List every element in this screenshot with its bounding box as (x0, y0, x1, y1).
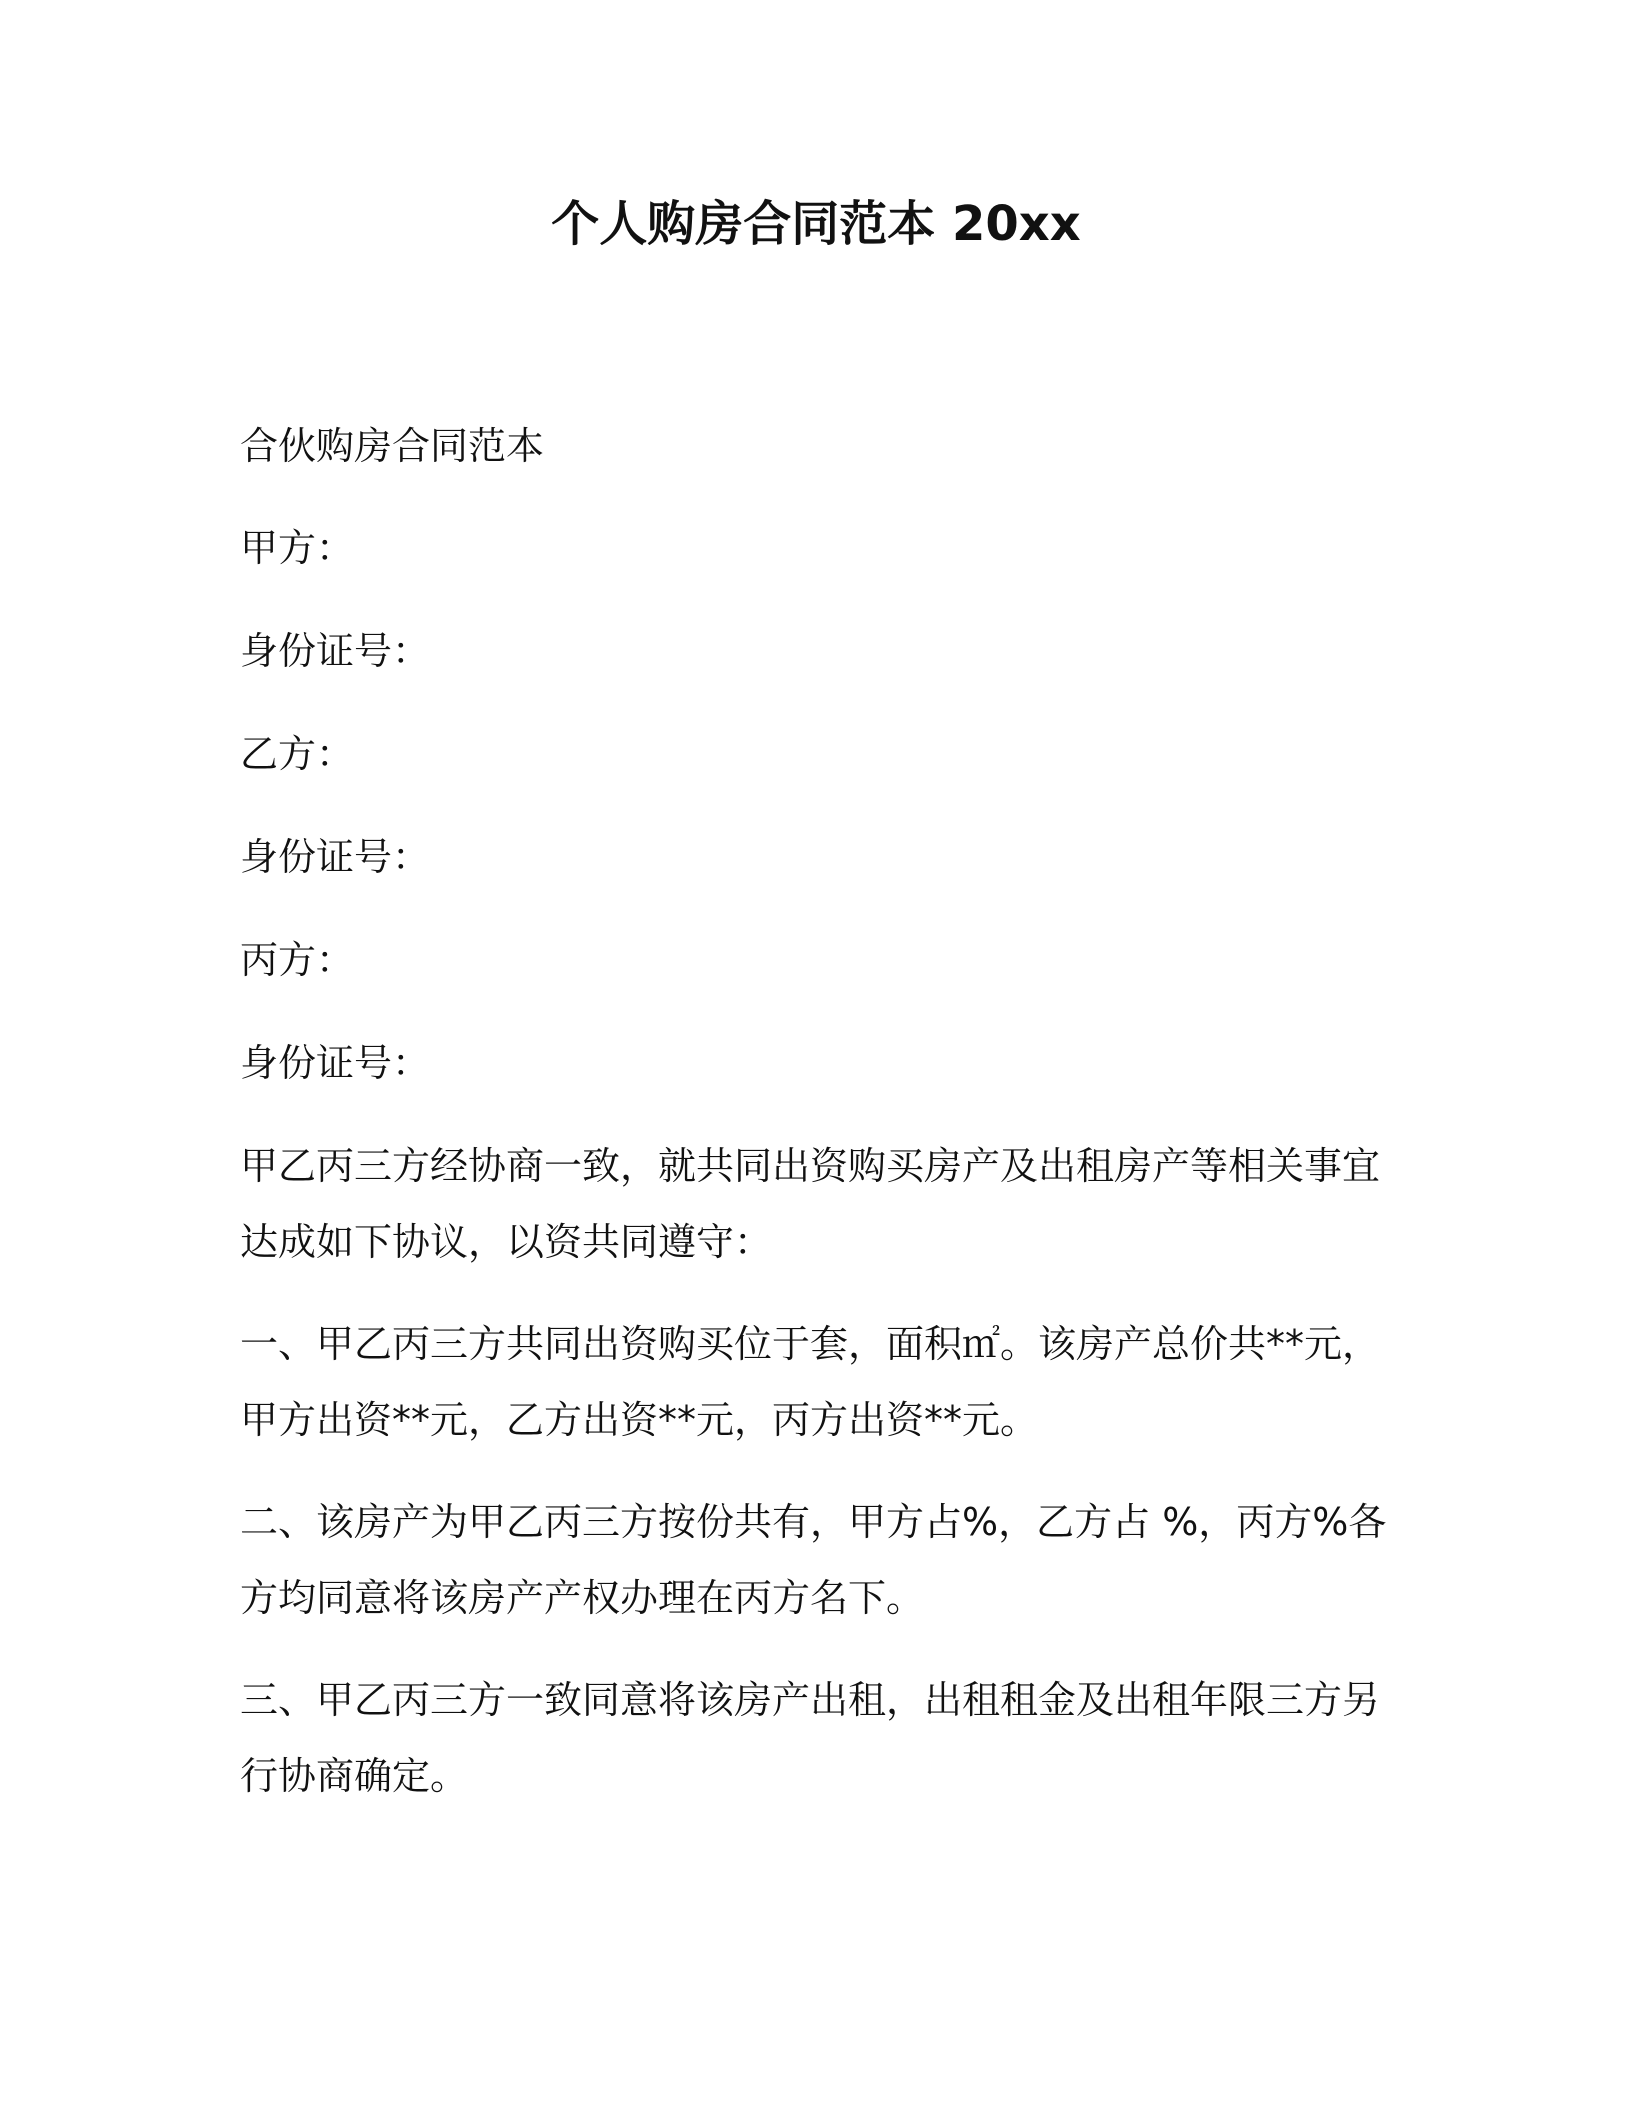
document-subtitle: 合伙购房合同范本 (240, 424, 545, 468)
party-c-id-label: 身份证号： (240, 1041, 431, 1085)
party-b-id-label: 身份证号： (240, 835, 431, 879)
document-title: 个人购房合同范本 20xx (551, 196, 1081, 252)
clause-2-line: 方均同意将该房产产权办理在丙方名下。 (240, 1576, 925, 1620)
clause-2-line: 二、该房产为甲乙丙三方按份共有，甲方占%，乙方占 %，丙方%各 (240, 1500, 1387, 1544)
intro-line: 达成如下协议，以资共同遵守： (240, 1220, 773, 1264)
party-c-label: 丙方： (240, 938, 355, 982)
party-a-label: 甲方： (240, 526, 355, 570)
clause-2-paragraph (240, 1484, 1400, 1636)
party-a-id-label: 身份证号： (240, 629, 431, 673)
party-b-label: 乙方： (240, 732, 355, 776)
clause-1-paragraph (240, 1306, 1400, 1458)
clause-1-line: 甲方出资**元，乙方出资**元，丙方出资**元。 (240, 1398, 1039, 1442)
clause-3-line: 三、甲乙丙三方一致同意将该房产出租，出租租金及出租年限三方另 (240, 1678, 1381, 1722)
clause-3-line: 行协商确定。 (240, 1754, 469, 1798)
clause-1-line: 一、甲乙丙三方共同出资购买位于套，面积㎡。该房产总价共**元， (240, 1322, 1381, 1366)
clause-3-paragraph (240, 1662, 1400, 1814)
intro-paragraph (240, 1128, 1400, 1280)
intro-line: 甲乙丙三方经协商一致，就共同出资购买房产及出租房产等相关事宜 (240, 1144, 1381, 1188)
